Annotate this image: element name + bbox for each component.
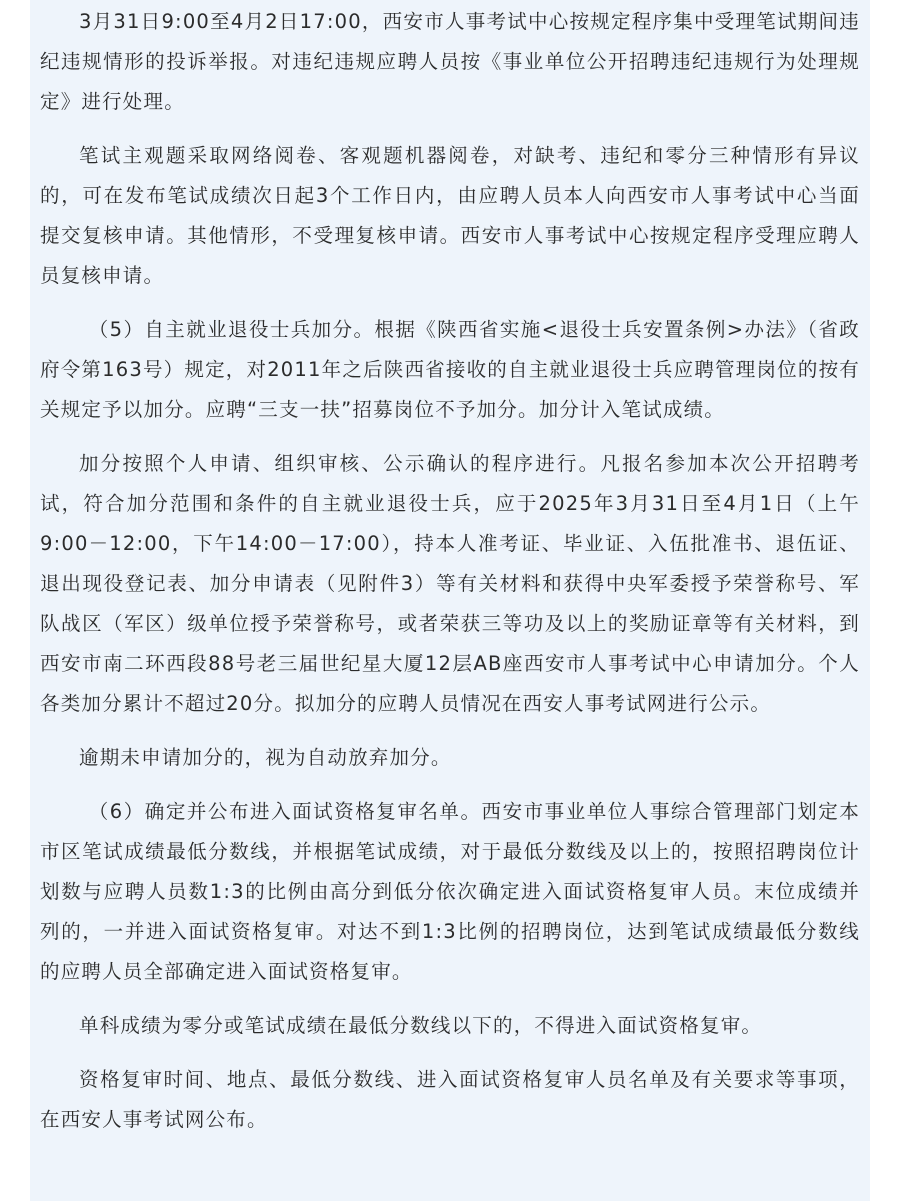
- paragraph-zero-score: 单科成绩为零分或笔试成绩在最低分数线以下的，不得进入面试资格复审。: [79, 1014, 763, 1037]
- paragraph-interview-list: （6）确定并公布进入面试资格复审名单。西安市事业单位人事综合管理部门划定本市区笔试成绩最低分数线，并根据笔试成绩，对于最低分数线及以上的，按照招聘岗位计划数与应聘人员数1:3的比例由高分到低分依次确定进入面试资格复审人员。末位成绩并列的，一并进入面试资格复审。对达不到1:3比例的招聘岗位，达到笔试成绩最低分数线的应聘人员全部确定进入面试资格复审。: [40, 800, 860, 983]
- paragraph-bonus-procedure: 加分按照个人申请、组织审核、公示确认的程序进行。凡报名参加本次公开招聘考试，符合加分范围和条件的自主就业退役士兵，应于2025年3月31日至4月1日（上午9:00－12:00，下午14:00－17:00），持本人准考证、毕业证、入伍批准书、退伍证、退出现役登记表、加分申请表（见附件3）等有关材料和获得中央军委授予荣誉称号、军队战区（军区）级单位授予荣誉称号，或者荣获三等功及以上的奖励证章等有关材料，到西安市南二环西段88号老三届世纪星大厦12层AB座西安市人事考试中心申请加分。个人各类加分累计不超过20分。拟加分的应聘人员情况在西安人事考试网进行公示。: [40, 452, 860, 715]
- paragraph-score-review: 笔试主观题采取网络阅卷、客观题机器阅卷，对缺考、违纪和零分三种情形有异议的，可在发布笔试成绩次日起3个工作日内，由应聘人员本人向西安市人事考试中心当面提交复核申请。其他情形，不受理复核申请。西安市人事考试中心按规定程序受理应聘人员复核申请。: [40, 144, 860, 287]
- paragraph-review-announcement: 资格复审时间、地点、最低分数线、进入面试资格复审人员名单及有关要求等事项，在西安人事考试网公布。: [40, 1068, 860, 1131]
- paragraph-complaint-handling: 3月31日9:00至4月2日17:00，西安市人事考试中心按规定程序集中受理笔试期间违纪违规情形的投诉举报。对违纪违规应聘人员按《事业单位公开招聘违纪违规行为处理规定》进行处理。: [40, 10, 860, 113]
- article-body: [30, 0, 870, 1201]
- paragraph-veteran-bonus: （5）自主就业退役士兵加分。根据《陕西省实施<退役士兵安置条例>办法》（省政府令第163号）规定，对2011年之后陕西省接收的自主就业退役士兵应聘管理岗位的按有关规定予以加分。应聘“三支一扶”招募岗位不予加分。加分计入笔试成绩。: [40, 318, 860, 421]
- paragraph-late-application: 逾期未申请加分的，视为自动放弃加分。: [79, 746, 452, 769]
